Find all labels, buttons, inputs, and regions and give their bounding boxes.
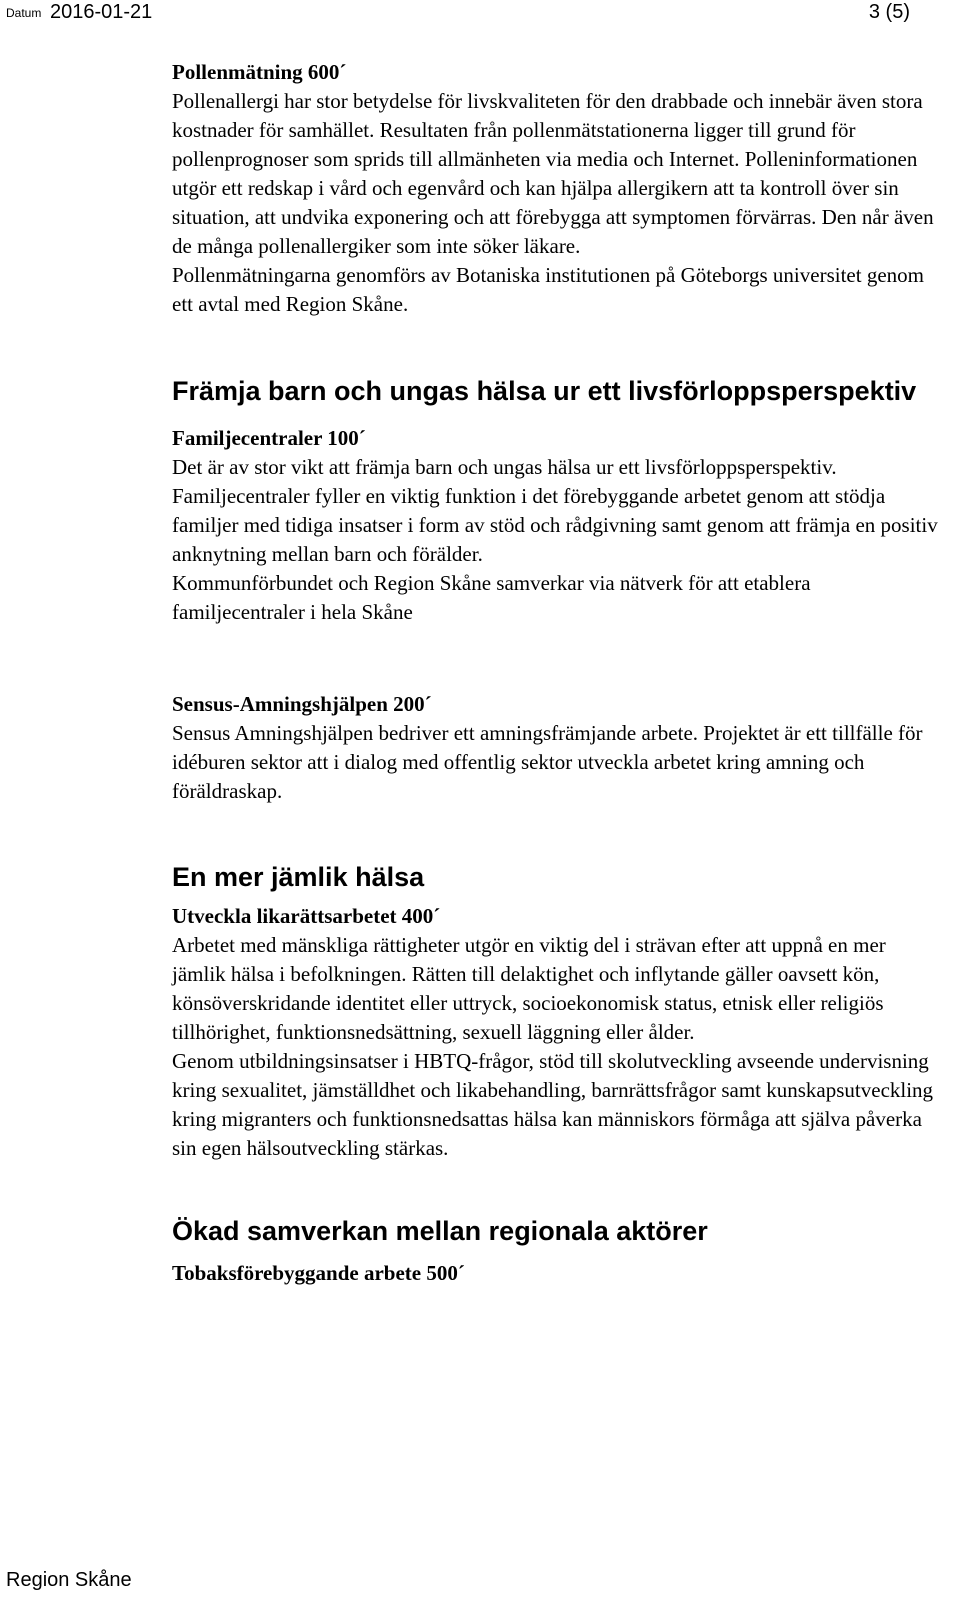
pollen-text: Pollenallergi har stor betydelse för livskvaliteten för den drabbade och innebär även stora kostnader för samhället. Resultaten från pollenmätstationerna ligger till grund för pollenprognoser som sprids till allmänheten via media och Internet. Polleninformationen utgör ett redskap i vård och egenvård och kan hjälpa allergikern att ta kontroll över sin situation, att undvika exponering och att förebygga att symptomen förvärras. Den når även de många pollenallergiker som inte söker läkare. <box>172 89 934 258</box>
familjecentraler-text-1: Det är av stor vikt att främja barn och ungas hälsa ur ett livsförloppsperspektiv. <box>172 455 837 479</box>
tobak-title: Tobaksförebyggande arbete 500´ <box>172 1261 465 1285</box>
familjecentraler-text-3: Kommunförbundet och Region Skåne samverkar via nätverk för att etablera familjecentraler i hela Skåne <box>172 571 811 624</box>
likarattsarbete-text-2: Genom utbildningsinsatser i HBTQ-frågor, stöd till skolutveckling avseende undervisning kring sexualitet, jämställdhet och likabehandling, barnrättsfrågor samt kunskapsutveckling kring migranters och funktionsnedsattas hälsa kan människors förmåga att själva påverka sin egen hälsoutveckling stärkas. <box>172 1049 934 1160</box>
section-heading-jamlik: En mer jämlik hälsa <box>172 862 425 892</box>
section-heading-barn: Främja barn och ungas hälsa ur ett livsförloppsperspektiv <box>172 376 917 406</box>
likarattsarbete-text-1: Arbetet med mänskliga rättigheter utgör en viktig del i strävan efter att uppnå en mer jämlik hälsa i befolkningen. Rätten till delaktighet och inflytande gäller oavsett kön, könsöverskridande identitet eller uttryck, socioekonomisk status, etnisk eller religiös tillhörighet, funktionsnedsättning, sexuell läggning eller ålder. <box>172 933 886 1044</box>
page-number: 3 (5) <box>868 1 910 23</box>
document-body <box>172 58 942 1288</box>
section-heading-samverkan: Ökad samverkan mellan regionala aktörer <box>172 1216 708 1246</box>
pollen-title: Pollenmätning 600´ <box>172 60 347 84</box>
familjecentraler-title: Familjecentraler 100´ <box>172 426 366 450</box>
page-header <box>6 0 910 26</box>
document-date: 2016-01-21 <box>50 1 153 23</box>
pollen-text-2: Pollenmätningarna genomförs av Botaniska institutionen på Göteborgs universitet genom ett avtal med Region Skåne. <box>172 263 924 316</box>
page-footer: Region Skåne <box>6 1569 132 1591</box>
likarattsarbete-title: Utveckla likarättsarbetet 400´ <box>172 904 441 928</box>
sensus-text: Sensus Amningshjälpen bedriver ett amningsfrämjande arbete. Projektet är ett tillfälle för idéburen sektor att i dialog med offentlig sektor utveckla arbetet kring amning och föräldraskap. <box>172 721 923 803</box>
sensus-title: Sensus-Amningshjälpen 200´ <box>172 692 432 716</box>
date-label: Datum <box>6 6 42 20</box>
familjecentraler-text-2: Familjecentraler fyller en viktig funktion i det förebyggande arbetet genom att stödja familjer med tidiga insatser i form av stöd och rådgivning samt genom att främja en positiv anknytning mellan barn och förälder. <box>172 484 938 566</box>
